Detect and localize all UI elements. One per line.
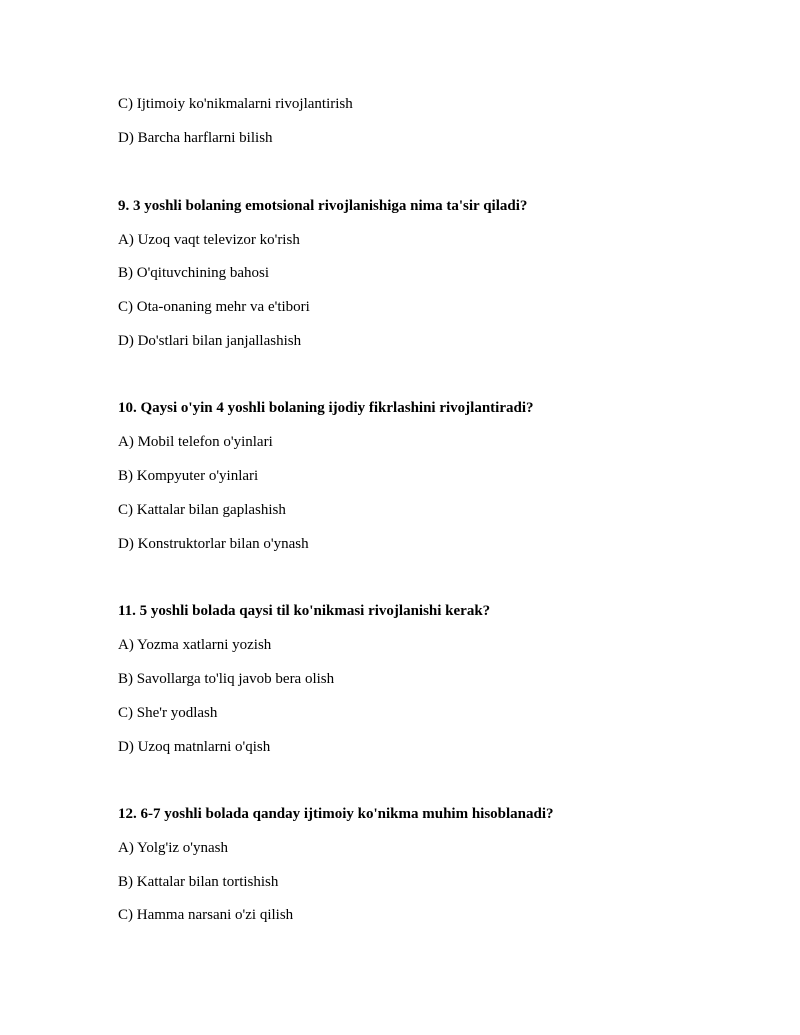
question-11-title: 11. 5 yoshli bolada qaysi til ko'nikmasi rivojlanishi kerak? bbox=[118, 603, 491, 619]
question-11-option-b: B) Savollarga to'liq javob bera olish bbox=[118, 671, 335, 687]
question-12-option-c: C) Hamma narsani o'zi qilish bbox=[118, 907, 294, 923]
question-10-title: 10. Qaysi o'yin 4 yoshli bolaning ijodiy fikrlashini rivojlantiradi? bbox=[118, 400, 534, 416]
question-9-option-d: D) Do'stlari bilan janjallashish bbox=[118, 333, 302, 349]
question-10-option-b: B) Kompyuter o'yinlari bbox=[118, 468, 259, 484]
question-11-option-c: C) She'r yodlash bbox=[118, 705, 218, 721]
question-10-option-c: C) Kattalar bilan gaplashish bbox=[118, 502, 286, 518]
question-9-title: 9. 3 yoshli bolaning emotsional rivojlanishiga nima ta'sir qiladi? bbox=[118, 198, 528, 214]
question-10-option-d: D) Konstruktorlar bilan o'ynash bbox=[118, 536, 309, 552]
question-11-option-a: A) Yozma xatlarni yozish bbox=[118, 637, 272, 653]
option-d: D) Barcha harflarni bilish bbox=[118, 130, 273, 146]
question-9-option-c: C) Ota-onaning mehr va e'tibori bbox=[118, 299, 310, 315]
question-12-option-a: A) Yolg'iz o'ynash bbox=[118, 840, 228, 856]
question-9-option-a: A) Uzoq vaqt televizor ko'rish bbox=[118, 232, 300, 248]
question-10-option-a: A) Mobil telefon o'yinlari bbox=[118, 434, 273, 450]
option-c: C) Ijtimoiy ko'nikmalarni rivojlantirish bbox=[118, 96, 353, 112]
question-12-title: 12. 6-7 yoshli bolada qanday ijtimoiy ko'nikma muhim hisoblanadi? bbox=[118, 806, 554, 822]
question-12-option-b: B) Kattalar bilan tortishish bbox=[118, 874, 279, 890]
question-9-option-b: B) O'qituvchining bahosi bbox=[118, 265, 270, 281]
question-11-option-d: D) Uzoq matnlarni o'qish bbox=[118, 739, 271, 755]
